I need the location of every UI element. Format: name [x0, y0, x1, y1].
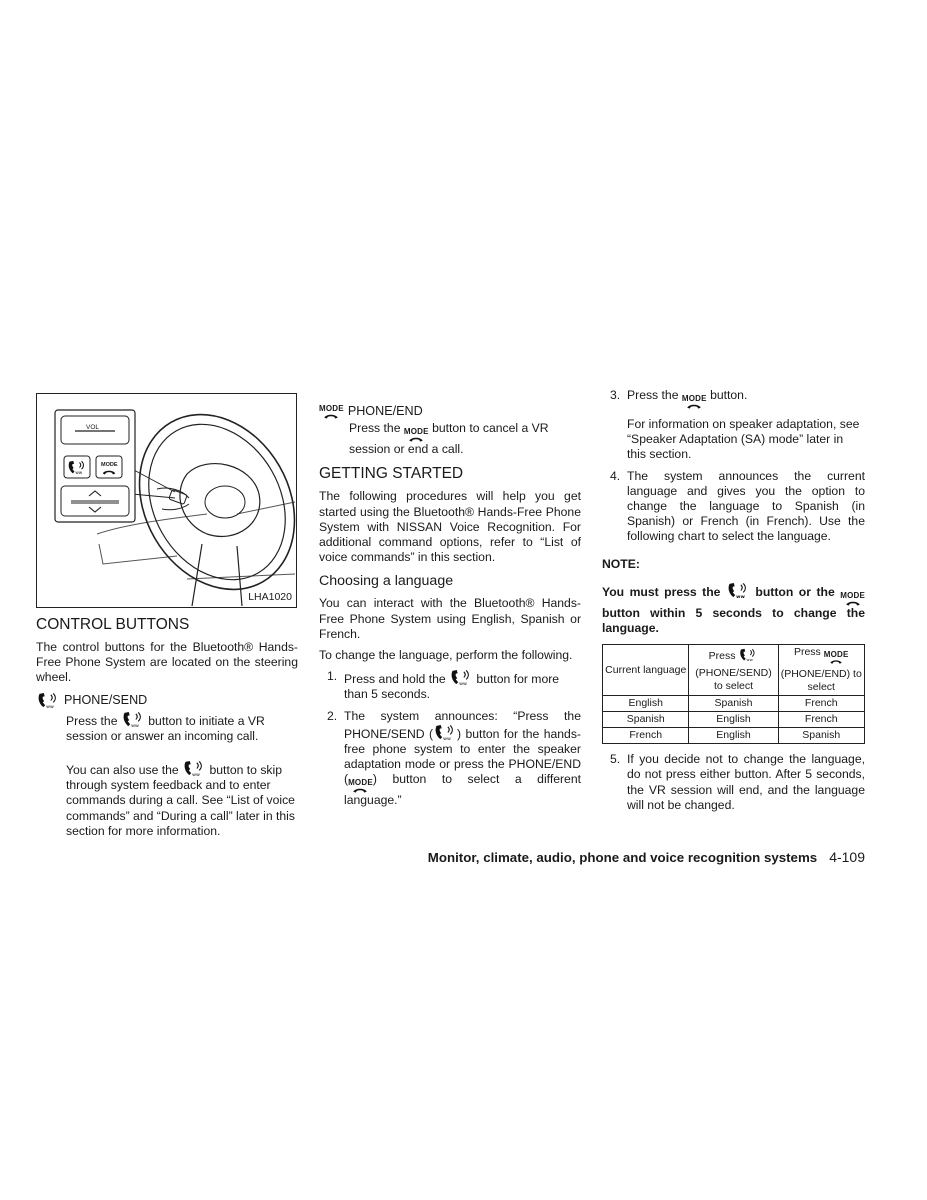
steering-wheel-illustration — [37, 394, 298, 609]
choosing-language-p1: You can interact with the Bluetooth® Hands-Free Phone System using English, Spanish or French. — [319, 596, 581, 641]
phone-send-icon — [182, 760, 206, 777]
getting-started-intro: The following procedures will help you get started using the Bluetooth® Hands-Free Phone System with NISSAN Voice Recognition. For additional command options, refer to “List of voice commands” in this section. — [319, 489, 581, 565]
phone-send-icon — [726, 582, 750, 599]
step-2: 2. The system announces: “Press the PHONE/SEND ( ) button for the hands-free phone system to enter the speaker adaptation mode or press the PHONE/END ( MODE ) button to select a different language.” — [327, 708, 581, 808]
mode-label: MODE — [101, 462, 118, 468]
phone-send-desc — [66, 711, 298, 839]
control-buttons-heading: CONTROL BUTTONS — [36, 616, 190, 633]
table-header-row — [603, 645, 865, 696]
language-table — [602, 644, 865, 744]
hangup-icon: MODE — [840, 592, 865, 606]
step-5: 5. If you decide not to change the language, do not press either button. After 5 seconds, the VR session will end, and the language will not be changed. — [610, 752, 865, 812]
phone-send-label: PHONE/SEND — [64, 693, 148, 708]
col-header-phone-send: Press (PHONE/SEND) to select — [689, 645, 778, 696]
page-number: 4-109 — [829, 849, 865, 865]
col-header-phone-end: Press MODE (PHONE/END) to select — [778, 645, 864, 696]
phone-end-p1-a: Press the — [349, 421, 401, 436]
hangup-icon: MODE — [824, 651, 849, 664]
figure-id: LHA1020 — [248, 590, 292, 603]
steps-list-1 — [319, 669, 581, 808]
phone-end-label: PHONE/END — [347, 404, 423, 418]
phone-send-p1-a: Press the — [66, 713, 118, 728]
hangup-icon: MODE — [404, 428, 429, 442]
hangup-icon: MODE — [319, 405, 344, 419]
getting-started-heading: GETTING STARTED — [319, 465, 464, 483]
choosing-language-p2: To change the language, perform the following. — [319, 648, 573, 663]
note-label: NOTE: — [602, 556, 640, 571]
phone-end-heading — [319, 404, 581, 419]
page-footer — [428, 849, 865, 865]
phone-send-p1-b: button to initiate a VR session or answer an incoming call. — [66, 713, 265, 743]
control-buttons-intro: The control buttons for the Bluetooth® Hands-Free Phone System are located on the steering wheel. — [36, 640, 298, 685]
table-row: Spanish English French — [603, 712, 865, 728]
vol-label: VOL — [86, 424, 100, 431]
step-4: 4. The system announces the current language and gives you the option to change the language to Spanish (in Spanish) or French (in French). Use the following chart to select the language. — [610, 468, 865, 544]
footer-section-title: Monitor, climate, audio, phone and voice recognition systems — [427, 850, 818, 865]
step-1: 1. Press and hold the button for more than 5 seconds. — [327, 669, 560, 702]
choosing-language-heading: Choosing a language — [319, 573, 454, 590]
phone-send-heading — [36, 692, 298, 709]
table-row: English Spanish French — [603, 696, 865, 712]
phone-send-icon — [738, 648, 758, 662]
phone-send-icon — [121, 711, 145, 728]
note-text: You must press the button or the MODE button within 5 seconds to change the language. — [602, 582, 865, 636]
phone-send-icon — [36, 692, 60, 709]
phone-end-desc — [349, 421, 581, 457]
steering-wheel-figure — [36, 393, 297, 608]
step-3-sub: For information on speaker adaptation, see “Speaker Adaptation (SA) mode” later in this section. — [627, 417, 860, 462]
steps-list-2 — [602, 388, 865, 545]
steps-list-3 — [602, 752, 865, 813]
phone-send-icon — [449, 669, 473, 686]
table-row: French English Spanish — [603, 728, 865, 744]
hangup-icon: MODE — [348, 779, 373, 793]
phone-send-icon — [433, 724, 457, 741]
phone-end-p1-b: button to cancel a VR session or end a call. — [349, 421, 549, 457]
column-left — [36, 393, 298, 845]
hangup-icon: MODE — [682, 395, 707, 409]
col-header-current: Current language — [603, 645, 689, 696]
phone-send-p2-a: You can also use the — [66, 763, 179, 778]
column-right — [602, 388, 865, 819]
phone-send-p2-b: button to skip through system feedback and to enter commands during a call. See “List of voice commands” and “During a call” later in this section for more information. — [66, 763, 295, 838]
step-3: 3. Press the MODE button. For information on speaker adaptation, see “Speaker Adaptation (SA) mode” later in this section. — [602, 388, 865, 463]
column-middle — [319, 404, 581, 815]
